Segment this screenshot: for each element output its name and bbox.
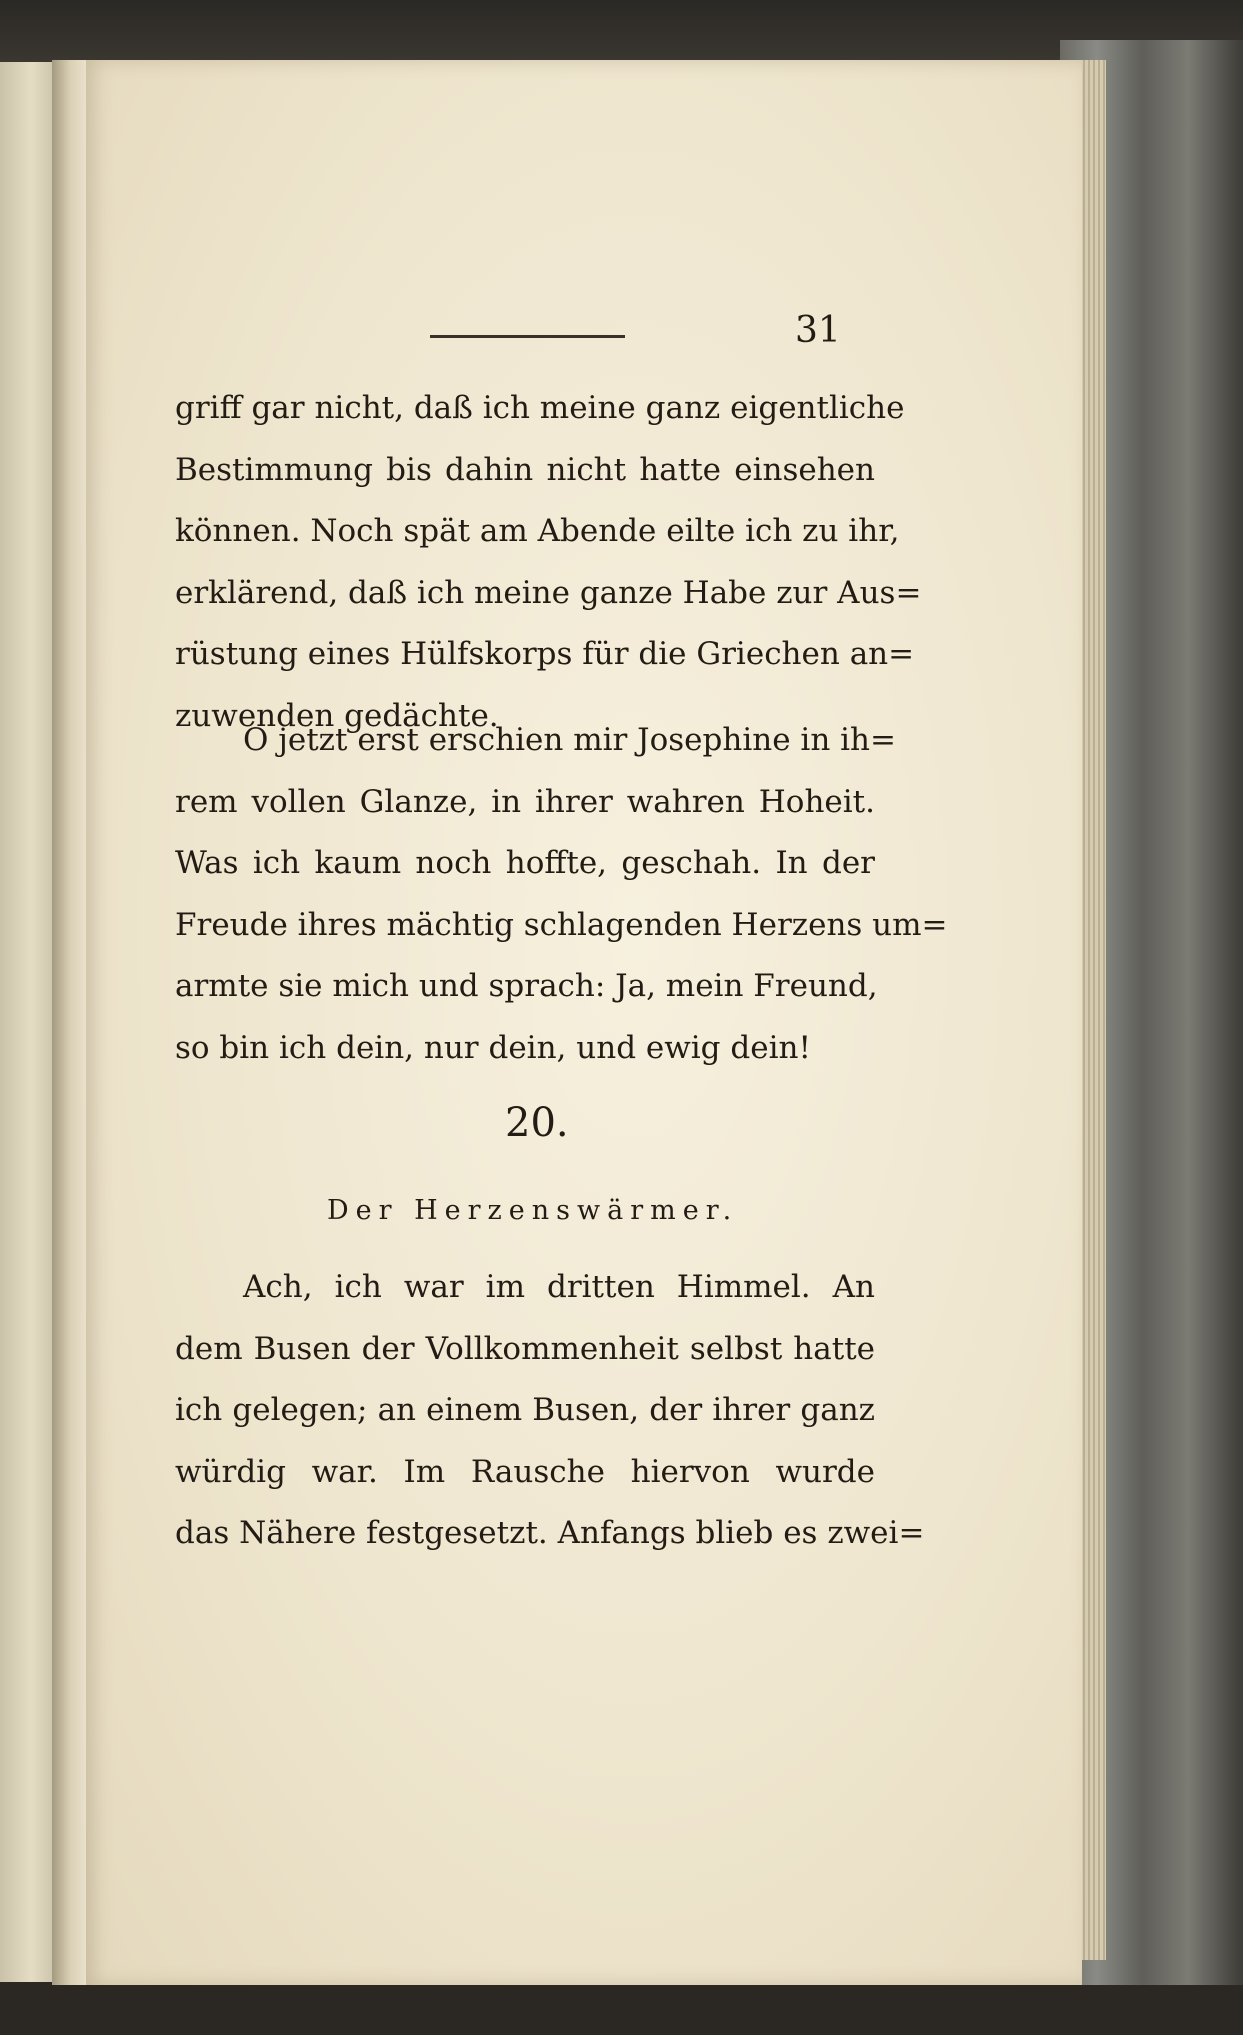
text-line: rüstung eines Hülfskorps für die Griechen an= bbox=[175, 636, 915, 672]
text-line: armte sie mich und sprach: Ja, mein Freund, bbox=[175, 968, 878, 1004]
paragraph-2 bbox=[175, 710, 948, 1079]
scan-background-top bbox=[0, 0, 1243, 62]
scan-background-bottom bbox=[0, 1985, 1243, 2035]
left-page-edge bbox=[0, 62, 52, 1982]
page-stack-edge bbox=[1080, 60, 1106, 1960]
chapter-title: Der Herzenswärmer. bbox=[327, 1195, 739, 1226]
page-number: 31 bbox=[795, 310, 841, 351]
text-line: würdig war. Im Rausche hiervon wurde bbox=[175, 1453, 875, 1490]
paragraph-3 bbox=[175, 1257, 925, 1565]
text-line: können. Noch spät am Abende eilte ich zu ihr, bbox=[175, 513, 900, 549]
text-line: Was ich kaum noch hoffte, geschah. In der bbox=[175, 845, 875, 881]
text-line: O jetzt erst erschien mir Josephine in ih= bbox=[243, 722, 896, 758]
chapter-number: 20. bbox=[505, 1100, 569, 1146]
text-line: das Nähere festgesetzt. Anfangs blieb es zwei= bbox=[175, 1515, 925, 1551]
text-line: dem Busen der Vollkommenheit selbst hatte bbox=[175, 1330, 875, 1367]
text-line: ich gelegen; an einem Busen, der ihrer ganz bbox=[175, 1392, 875, 1428]
paragraph-1 bbox=[175, 378, 922, 747]
text-line: zuwenden gedächte. bbox=[175, 697, 499, 734]
header-rule bbox=[430, 335, 625, 338]
text-line: griff gar nicht, daß ich meine ganz eigentliche bbox=[175, 390, 905, 426]
text-line: Freude ihres mächtig schlagenden Herzens um= bbox=[175, 906, 948, 943]
text-line: rem vollen Glanze, in ihrer wahren Hoheit. bbox=[175, 783, 875, 820]
text-line: Bestimmung bis dahin nicht hatte einsehen bbox=[175, 451, 875, 488]
text-line: erklärend, daß ich meine ganze Habe zur Aus= bbox=[175, 574, 922, 611]
text-line: Ach, ich war im dritten Himmel. An bbox=[243, 1269, 875, 1305]
text-line: so bin ich dein, nur dein, und ewig dein! bbox=[175, 1029, 811, 1066]
